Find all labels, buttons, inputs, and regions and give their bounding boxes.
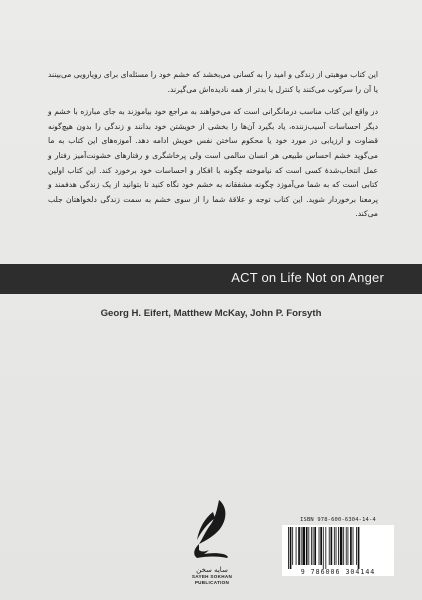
publisher-name-english-line2: PUBLICATION xyxy=(194,580,230,585)
barcode-bar xyxy=(338,527,339,565)
title-bar xyxy=(0,264,422,294)
barcode-bar xyxy=(334,527,335,565)
barcode-bar xyxy=(306,527,308,565)
barcode-bar xyxy=(336,527,337,565)
barcode-bar xyxy=(298,527,300,565)
barcode-bar xyxy=(290,527,292,569)
barcode-bar xyxy=(296,527,297,565)
barcode-bar xyxy=(320,527,322,565)
barcode-bar xyxy=(325,527,326,569)
barcode-bar xyxy=(343,527,344,565)
barcode-bar xyxy=(314,527,316,565)
barcode-bar xyxy=(301,527,302,565)
isbn-label: ISBN 978-600-6304-14-4 xyxy=(300,517,376,523)
barcode-bar xyxy=(350,527,352,565)
description-paragraph-2: در واقع این کتاب مناسب درمانگرانی است که می‌خواهند به مراجع خود بیاموزند به جای مبارزه با خشم و دیگر احساسات آسیب‌زننده، یاد بگیرد آن‌ها را بخشی از خویشتن خود بدانند و زندگی را بدون هیچ‌گونه قضاوت و ارزیابی در مورد خود یا محکوم ساختن نفس خویش ادامه دهد. آموزه‌های این کتاب به ما می‌گوید خشم احساس طبیعی هر انسان سالمی است ولی پرخاشگری و رفتارهای خشونت‌آمیز رفتار و عمل انتخاب‌شدهٔ کسی است که نیاموخته چگونه با افکار و احساسات خود برخورد کند. این کتاب اولین کتابی است که به شما می‌آموزد چگونه مشفقانه به خشم خود نگاه کنید تا بتوانید از یک زندگی هدفمند و پرمعنا برخوردار شوید. این کتاب توجه و علاقهٔ شما را از سوی خشم به سمت زندگی دلخواهتان جلب می‌کند. xyxy=(48,107,378,219)
barcode-bar xyxy=(319,527,320,565)
barcode-bar xyxy=(292,527,293,565)
barcode-bar xyxy=(288,527,289,569)
quill-feather-logo-icon xyxy=(189,498,235,560)
barcode-digits: 9 786006 304144 xyxy=(282,568,394,576)
barcode-bar xyxy=(331,527,333,565)
barcode-bar xyxy=(348,527,349,565)
publisher-block xyxy=(172,498,252,598)
barcode-bar xyxy=(323,527,324,569)
barcode xyxy=(282,525,394,569)
barcode-bar xyxy=(308,527,309,565)
original-title: ACT on Life Not on Anger xyxy=(231,270,384,285)
barcode-bar xyxy=(302,527,305,565)
barcode-bar xyxy=(313,527,314,565)
barcode-bar xyxy=(329,527,330,565)
description-paragraph-1: این کتاب موهبتی از زندگی و امید را به کسانی می‌بخشد که خشم خود را مسئله‌ای برای رویارویی می‌بینند یا آن را سرکوب می‌کنند یا کنترل یا بدتر از همه نادیده‌اش می‌گیرند. xyxy=(48,70,378,94)
author-names: Georg H. Eifert, Matthew McKay, John P. Forsyth xyxy=(100,308,322,319)
barcode-bar xyxy=(340,527,343,565)
publisher-name-english-line1: SAYEH SOKHAN xyxy=(191,574,233,579)
barcode-bar xyxy=(346,527,347,565)
book-description xyxy=(48,68,378,230)
barcode-bar xyxy=(353,527,354,565)
barcode-bar xyxy=(358,527,360,569)
barcode-bar xyxy=(356,527,357,565)
publisher-name-persian: سایه سخن xyxy=(196,566,228,574)
isbn-block xyxy=(282,517,394,576)
barcode-bar xyxy=(311,527,312,565)
